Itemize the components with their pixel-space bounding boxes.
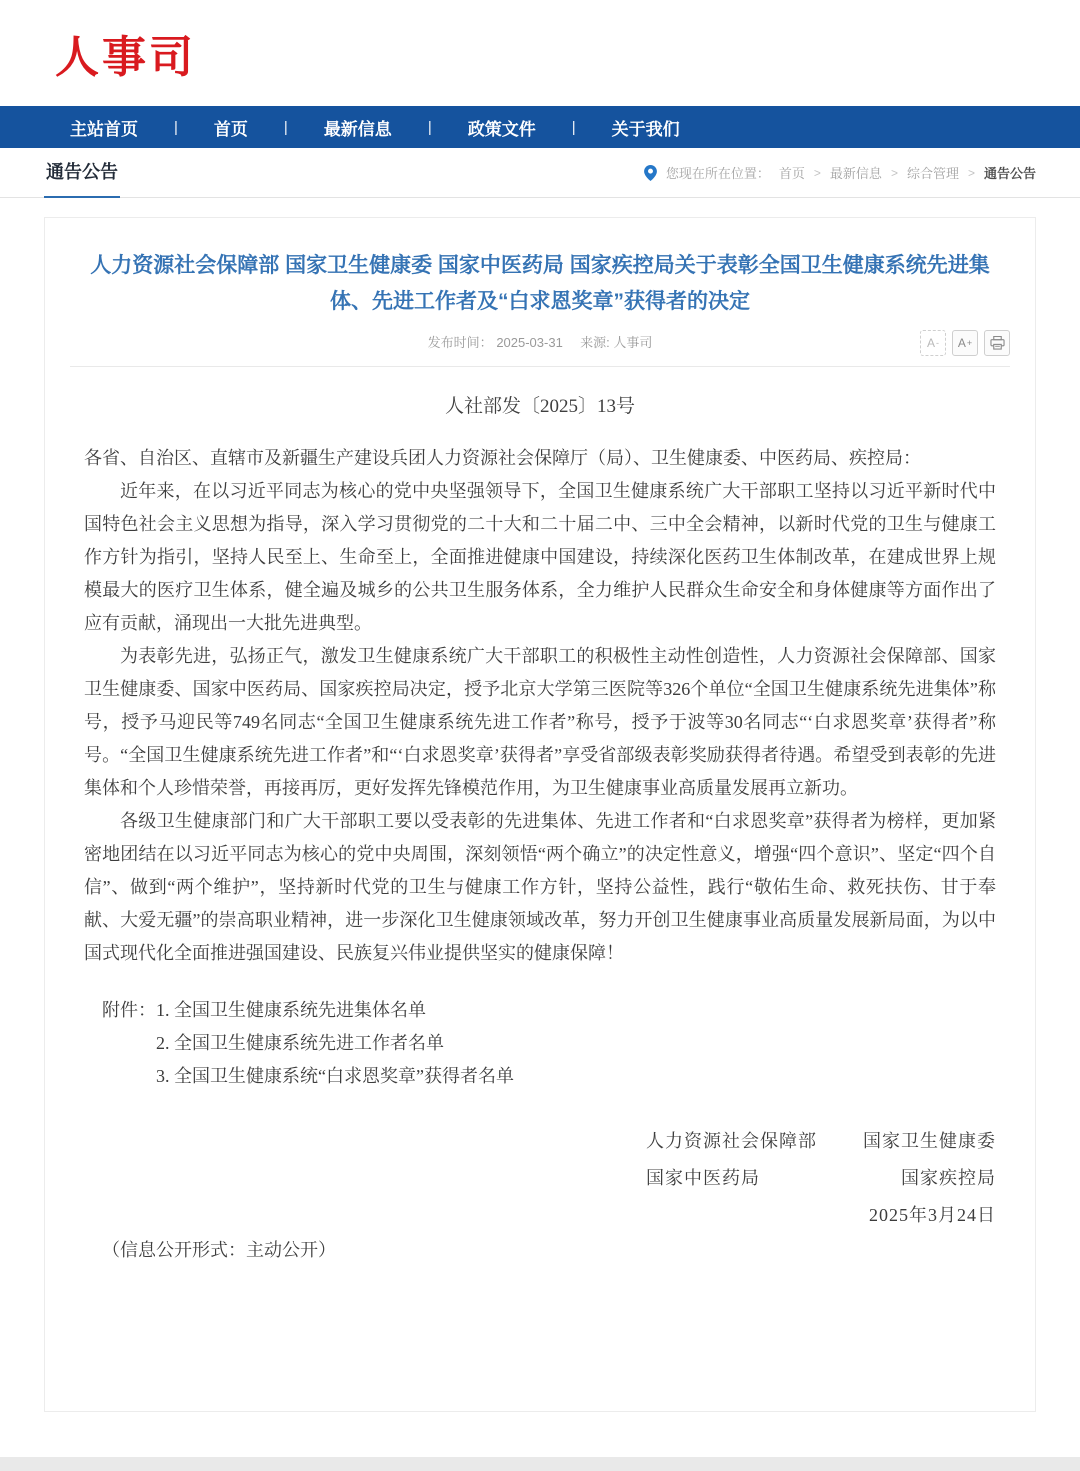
signature-agency: 国家疾控局 — [901, 1168, 996, 1188]
main-nav — [0, 106, 1080, 148]
signature-agency: 人力资源社会保障部 — [646, 1131, 817, 1151]
nav-item-main-site-home[interactable]: 主站首页 — [70, 119, 138, 139]
paragraph-salutation: 各省、自治区、直辖市及新疆生产建设兵团人力资源社会保障厅（局）、卫生健康委、中医药局、疾控局： — [84, 448, 921, 468]
site-header — [0, 0, 1080, 106]
paragraph: 为表彰先进，弘扬正气，激发卫生健康系统广大干部职工的积极性主动性创造性，人力资源社会保障部、国家卫生健康委、国家中医药局、国家疾控局决定，授予北京大学第三医院等326个单位“全国卫生健康系统先进集体”称号，授予马迎民等749名同志“全国卫生健康系统先进工作者”称号，授予于波等30名同志“‘白求恩奖章’获得者”称号。“全国卫生健康系统先进工作者”和“‘白求恩奖章’获得者”享受省部级表彰奖励获得者待遇。希望受到表彰的先进集体和个人珍惜荣誉，再接再厉，更好发挥先锋模范作用，为卫生健康事业高质量发展再立新功。 — [84, 646, 996, 798]
nav-separator: | — [283, 118, 288, 136]
nav-item-policy-documents[interactable]: 政策文件 — [467, 119, 536, 139]
footer-band — [0, 1457, 1080, 1471]
crumb-latest-news[interactable]: 最新信息 — [829, 166, 882, 181]
nav-separator: | — [571, 118, 576, 136]
signature-agency: 国家卫生健康委 — [863, 1131, 996, 1151]
article-meta — [70, 328, 1010, 358]
attachment-item: 2. 全国卫生健康系统先进工作者名单 — [156, 1033, 444, 1053]
breadcrumb-separator: > — [813, 165, 821, 180]
nav-separator: | — [174, 118, 178, 136]
signatures-block — [84, 1123, 996, 1234]
disclosure-note: （信息公开形式：主动公开） — [102, 1240, 336, 1260]
nav-item-home[interactable]: 首页 — [213, 119, 248, 139]
breadcrumb-separator: > — [890, 165, 898, 180]
section-bar — [0, 148, 1080, 198]
attachment-item: 3. 全国卫生健康系统“白求恩奖章”获得者名单 — [156, 1066, 514, 1086]
signature-date: 2025年3月24日 — [869, 1205, 996, 1225]
font-decrease-button[interactable]: A - — [920, 330, 946, 356]
print-button[interactable] — [984, 330, 1010, 356]
meta-divider — [70, 366, 1010, 367]
crumb-home[interactable]: 首页 — [778, 166, 805, 181]
crumb-current-page: 通告公告 — [983, 166, 1036, 181]
publish-date-value: 2025-03-31 — [496, 335, 563, 350]
breadcrumb-prefix: 您现在所在位置： — [665, 166, 770, 181]
attachments-block — [84, 994, 996, 1093]
print-icon — [990, 336, 1005, 350]
article-tools — [920, 330, 1010, 356]
signature-agency: 国家中医药局 — [646, 1168, 760, 1188]
attachments-label: 附件： — [102, 1000, 156, 1020]
breadcrumb-separator: > — [967, 165, 975, 180]
site-logo[interactable]: 人事司 — [55, 33, 196, 82]
crumb-general-management[interactable]: 综合管理 — [906, 166, 959, 181]
article-body — [84, 442, 996, 1267]
nav-item-about-us[interactable]: 关于我们 — [611, 119, 680, 139]
nav-separator: | — [427, 118, 432, 136]
section-title[interactable]: 通告公告 — [44, 158, 120, 198]
font-increase-button[interactable]: A + — [952, 330, 978, 356]
source-label: 来源: — [580, 335, 610, 350]
document-number: 人社部发〔2025〕13号 — [444, 396, 635, 417]
paragraph: 各级卫生健康部门和广大干部职工要以受表彰的先进集体、先进工作者和“白求恩奖章”获得者为榜样，更加紧密地团结在以习近平同志为核心的党中央周围，深刻领悟“两个确立”的决定性意义，增强“四个意识”、坚定“四个自信”、做到“两个维护”，坚持新时代党的卫生与健康工作方针，坚持公益性，践行“敬佑生命、救死扶伤、甘于奉献、大爱无疆”的崇高职业精神，进一步深化卫生健康领域改革，努力开创卫生健康事业高质量发展新局面，为以中国式现代化全面推进强国建设、民族复兴伟业提供坚实的健康保障！ — [84, 811, 996, 963]
location-pin-icon — [644, 165, 657, 181]
article-meta-row — [70, 328, 1010, 358]
breadcrumb — [644, 163, 1036, 197]
publish-date-label: 发布时间： — [427, 335, 493, 350]
attachment-item: 1. 全国卫生健康系统先进集体名单 — [156, 1000, 426, 1020]
source-value: 人事司 — [613, 335, 653, 350]
paragraph: 近年来，在以习近平同志为核心的党中央坚强领导下，全国卫生健康系统广大干部职工坚持以习近平新时代中国特色社会主义思想为指导，深入学习贯彻党的二十大和二十届二中、三中全会精神，以新时代党的卫生与健康工作方针为指引，坚持人民至上、生命至上，全面推进健康中国建设，持续深化医药卫生体制改革，在建成世界上规模最大的医疗卫生体系，健全遍及城乡的公共卫生服务体系，全力维护人民群众生命安全和身体健康等方面作出了应有贡献，涌现出一大批先进典型。 — [84, 481, 996, 633]
article-title: 人力资源社会保障部 国家卫生健康委 国家中医药局 国家疾控局关于表彰全国卫生健康系统先进集体、先进工作者及“白求恩奖章”获得者的决定 — [90, 254, 990, 313]
article-card — [44, 217, 1036, 1412]
nav-item-latest-news[interactable]: 最新信息 — [323, 119, 392, 139]
